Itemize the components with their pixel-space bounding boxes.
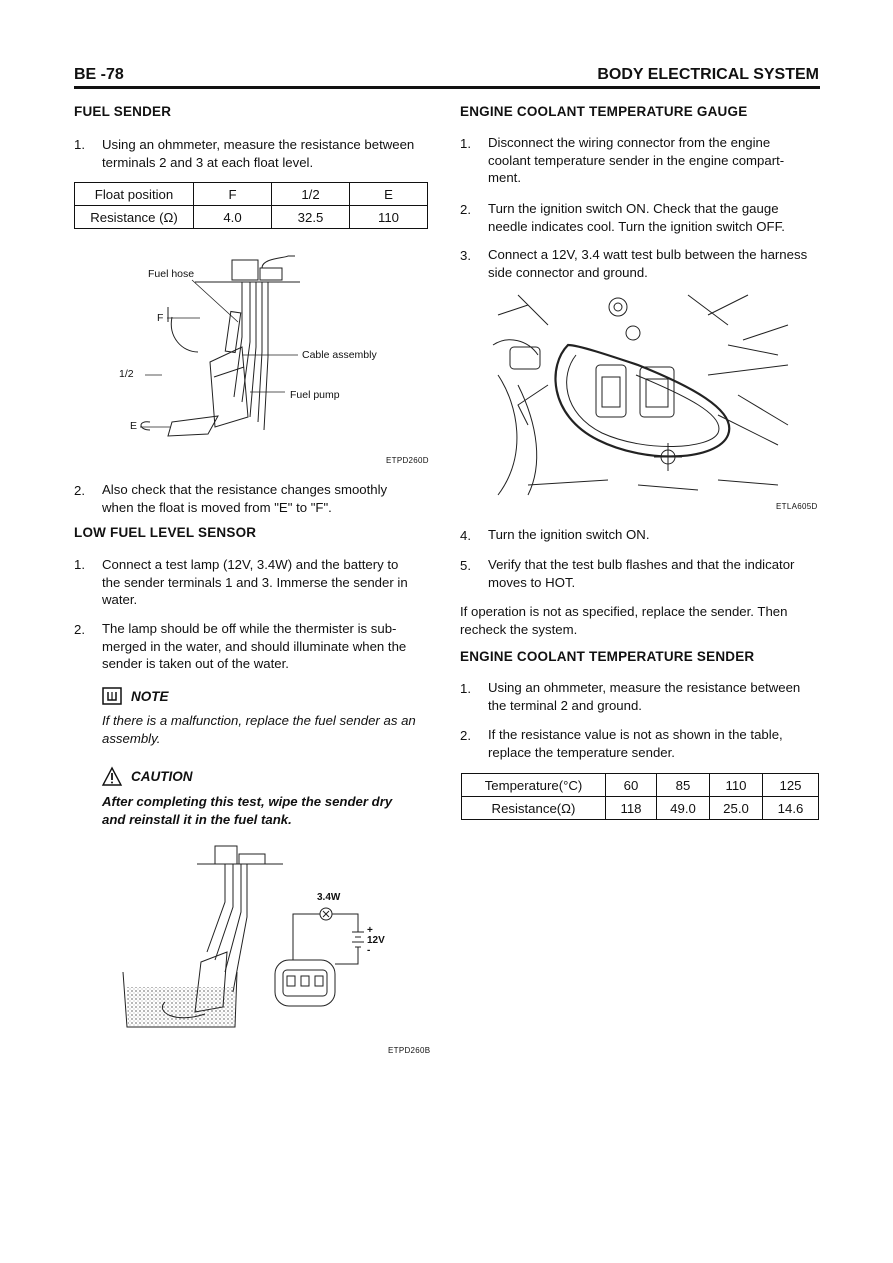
caution-title: CAUTION <box>131 769 193 784</box>
text-line: Using an ohmmeter, measure the resistance between <box>488 680 801 695</box>
coolant-sender-diagram <box>488 285 788 500</box>
step-number: 2. <box>460 202 471 217</box>
text-line: Disconnect the wiring connector from the engine <box>488 135 771 150</box>
table-cell: 32.5 <box>272 206 350 229</box>
label-cable-assembly: Cable assembly <box>302 349 377 361</box>
temperature-resistance-table <box>461 773 819 820</box>
step-number: 2. <box>74 483 85 498</box>
table-cell: 1/2 <box>272 183 350 206</box>
table-cell: 4.0 <box>194 206 272 229</box>
table-cell: 110 <box>710 774 763 797</box>
sender-step1 <box>488 679 800 714</box>
text-line: water. <box>102 592 138 607</box>
label-float-e: E <box>130 420 138 432</box>
table-cell: 110 <box>350 206 428 229</box>
step-number: 2. <box>460 728 471 743</box>
battery-volt-label: 12V <box>367 935 385 946</box>
step-number: 1. <box>460 136 471 151</box>
text-line: moves to HOT. <box>488 574 576 590</box>
text-line: the sender terminals 1 and 3. Immerse the sender in <box>102 574 408 590</box>
text-line: recheck the system. <box>460 621 578 637</box>
low-fuel-step1 <box>102 556 408 609</box>
coolant-sender-heading: ENGINE COOLANT TEMPERATURE SENDER <box>460 649 755 664</box>
text-line: Verify that the test bulb flashes and that the indicator <box>488 557 795 572</box>
gauge-step4: Turn the ignition switch ON. <box>488 527 650 542</box>
gauge-step2 <box>488 200 785 235</box>
text-line: Turn the ignition switch ON. Check that the gauge <box>488 201 779 216</box>
note-title: NOTE <box>131 689 169 704</box>
text-line: needle indicates cool. Turn the ignition switch OFF. <box>488 218 785 234</box>
text-line: and reinstall it in the fuel tank. <box>102 811 292 827</box>
text-line: side connector and ground. <box>488 264 648 280</box>
table-cell: Float position <box>75 183 194 206</box>
table-cell: E <box>350 183 428 206</box>
text-line: assembly. <box>102 730 161 746</box>
text-line: The lamp should be off while the thermister is sub- <box>102 621 397 636</box>
table-cell: 25.0 <box>710 797 763 820</box>
battery-plus-label: + <box>367 925 373 936</box>
fuel-sender-step2 <box>102 481 387 516</box>
step-number: 2. <box>74 622 85 637</box>
table-cell: 125 <box>763 774 819 797</box>
table-cell: Temperature(°C) <box>462 774 606 797</box>
gauge-conclusion <box>460 603 787 638</box>
step-number: 1. <box>74 137 85 152</box>
table-row <box>462 774 819 797</box>
gauge-step5 <box>488 556 794 591</box>
caution-warning-icon <box>102 767 122 786</box>
figure-code: ETPD260D <box>386 456 429 465</box>
text-line: ment. <box>488 170 521 185</box>
note-text <box>102 712 416 747</box>
text-line: After completing this test, wipe the sender dry <box>102 794 393 809</box>
battery-minus-label: - <box>367 945 371 956</box>
table-row <box>462 797 819 820</box>
step-number: 3. <box>460 248 471 263</box>
text-line: terminals 2 and 3 at each float level. <box>102 154 314 170</box>
text-line: sender is taken out of the water. <box>102 656 289 671</box>
table-cell: Resistance (Ω) <box>75 206 194 229</box>
step-number: 4. <box>460 528 471 543</box>
step-number: 1. <box>74 557 85 572</box>
table-cell: 85 <box>657 774 710 797</box>
low-fuel-step2 <box>102 620 406 673</box>
text-line: If there is a malfunction, replace the fuel sender as an <box>102 713 416 728</box>
fuel-sender-step1 <box>102 136 414 171</box>
text-line: If operation is not as specified, replace the sender. Then <box>460 604 788 619</box>
text-line: Connect a 12V, 3.4 watt test bulb between the harness <box>488 247 808 262</box>
header-rule <box>74 86 820 89</box>
gauge-step3 <box>488 246 807 281</box>
label-float-f: F <box>157 312 164 324</box>
fuel-sender-heading: FUEL SENDER <box>74 104 172 119</box>
text-line: coolant temperature sender in the engine compart- <box>488 152 785 168</box>
text-line: Connect a test lamp (12V, 3.4W) and the battery to <box>102 557 399 572</box>
label-fuel-hose: Fuel hose <box>148 268 195 280</box>
note-book-icon <box>102 687 122 705</box>
text-line: Using an ohmmeter, measure the resistance between <box>102 137 415 152</box>
table-cell: 49.0 <box>657 797 710 820</box>
table-cell: Resistance(Ω) <box>462 797 606 820</box>
label-float-half: 1/2 <box>119 368 134 380</box>
table-cell: 14.6 <box>763 797 819 820</box>
caution-text <box>102 793 392 828</box>
float-resistance-table <box>74 182 428 229</box>
low-fuel-heading: LOW FUEL LEVEL SENSOR <box>74 525 257 540</box>
text-line: the terminal 2 and ground. <box>488 697 642 713</box>
step-number: 1. <box>460 681 471 696</box>
text-line: replace the temperature sender. <box>488 744 675 760</box>
sender-step2 <box>488 726 783 761</box>
bulb-watt-label: 3.4W <box>317 892 341 903</box>
text-line: merged in the water, and should illuminate when the <box>102 638 407 654</box>
table-row <box>75 183 428 206</box>
page-number: BE -78 <box>74 66 124 83</box>
section-title: BODY ELECTRICAL SYSTEM <box>597 66 819 83</box>
table-cell: 118 <box>606 797 657 820</box>
table-row <box>75 206 428 229</box>
text-line: Also check that the resistance changes smoothly <box>102 482 388 497</box>
step-number: 5. <box>460 558 471 573</box>
label-fuel-pump: Fuel pump <box>290 389 340 401</box>
table-cell: F <box>194 183 272 206</box>
gauge-step1 <box>488 134 784 187</box>
coolant-gauge-heading: ENGINE COOLANT TEMPERATURE GAUGE <box>460 104 748 119</box>
figure-code: ETPD260B <box>388 1046 431 1055</box>
figure-code: ETLA605D <box>776 502 818 511</box>
table-cell: 60 <box>606 774 657 797</box>
text-line: when the float is moved from "E" to "F". <box>102 499 332 515</box>
low-fuel-test-diagram <box>115 842 375 1037</box>
text-line: If the resistance value is not as shown in the table, <box>488 727 783 742</box>
